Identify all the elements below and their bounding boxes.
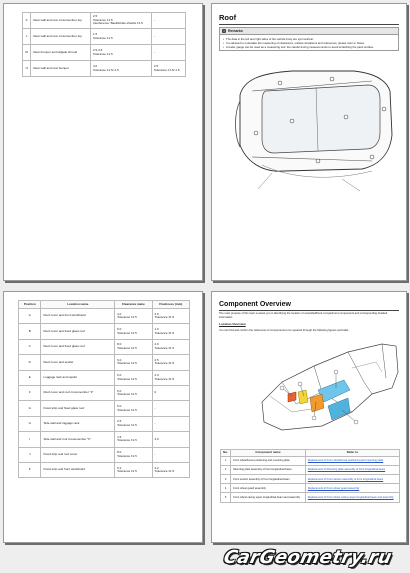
clearance-table-continued — [22, 12, 186, 77]
number-cell: 2 — [221, 465, 231, 474]
clearance-cell: 6.0 Tolerance ±1.5 — [115, 370, 152, 385]
location-cell: Roof cover and spoiler — [41, 355, 115, 370]
location-cell: Fixed strip and fixed glass roof — [41, 401, 115, 416]
table-row — [19, 309, 190, 324]
clearance-cell: 1.5 Tolerance ±1.5 — [115, 432, 152, 447]
watermark-logo: CarGeometry.ru — [222, 547, 395, 568]
front-frame-diagram — [252, 332, 400, 434]
table-row — [19, 401, 190, 416]
flushness-cell: 2.2 Tolerance ±1.5 — [152, 462, 189, 477]
location-cell: Rear wall and rear crossmember top — [31, 13, 91, 29]
flushness-cell: 0 — [152, 385, 189, 400]
table-row — [23, 45, 186, 61]
clearance-cell: 8.0 Tolerance ±1.5 — [115, 447, 152, 462]
flushness-cell: 4.0 — [152, 432, 189, 447]
intro-text: The main purpose of this topic is assist you in identifying the location of unwelded/fixed compartment components and corresponding detailed information. — [219, 312, 388, 319]
remark-item: • The data in the left and right sides of the vehicle body are symmetrical. — [223, 37, 395, 41]
clearance-cell: 8.0 Tolerance ±1.5 — [115, 339, 152, 354]
column-header: No. — [221, 450, 231, 457]
column-header: Flushness (mm) — [152, 301, 189, 309]
location-cell: Fixed strip and front windshield — [41, 462, 115, 477]
clearance-cell: 4.0 Tolerance ±1.5 — [115, 309, 152, 324]
clearance-cell: 1.5 Tolerance ±1.5 — [90, 29, 151, 45]
location-cell: Rear bumper and tailgate shroud — [31, 45, 91, 61]
clearance-cell: 2.5 Tolerance ±1.5 — [115, 416, 152, 431]
title-rule — [219, 310, 399, 311]
column-header: Refer to — [305, 450, 399, 457]
remarks-list — [220, 35, 398, 50]
refer-to-link[interactable]: Replacement of Front wheel casing upper longitudinal beam and assembly — [305, 493, 399, 502]
info-icon: i — [223, 29, 225, 33]
number-cell: 3 — [221, 474, 231, 483]
flushness-cell: 2.5 Tolerance ±1.5/-1.5 — [151, 61, 185, 77]
flushness-cell: 1.0 Tolerance ±1.5 — [152, 324, 189, 339]
clearance-cell: 6.0 Tolerance ±1.5 — [115, 385, 152, 400]
table-row — [19, 355, 190, 370]
location-cell: Side wall and roof crossmember "F" — [41, 432, 115, 447]
table-header-row — [19, 301, 190, 309]
position-cell: C — [19, 339, 41, 354]
table-row — [19, 462, 190, 477]
table-row — [19, 324, 190, 339]
position-cell: E — [19, 370, 41, 385]
table-row — [19, 370, 190, 385]
clearance-cell: 6.0 Tolerance ±1.5 — [115, 401, 152, 416]
location-cell: Rear wall and rear bumper — [31, 61, 91, 77]
table-row — [23, 29, 186, 45]
clearance-cell: 6.2 Tolerance ±1.5 — [115, 462, 152, 477]
remark-item: • It is advised to undertake the measuring of clearances, surface deviations and references, please refer to Notes. — [223, 41, 395, 45]
document-page-roof — [211, 3, 407, 281]
table-row — [23, 13, 186, 29]
refer-to-link[interactable]: Replacement of Front section assembly of front longitudinal beam — [305, 474, 399, 483]
roof-clearance-table — [18, 300, 190, 478]
clearance-cell: 6.0 Tolerance ±1.5 — [115, 355, 152, 370]
table-row — [19, 447, 190, 462]
clearance-cell: 4.0 Tolerance ±1.5/-1.5 — [90, 61, 151, 77]
position-cell: G — [19, 401, 41, 416]
position-cell: D — [19, 355, 41, 370]
position-cell: N — [23, 61, 31, 77]
document-page-component-overview — [211, 291, 407, 543]
remark-item: • A feeler gauge can be used as a measuring tool; the careful during measurements to avoid scratching the paint surface. — [223, 45, 395, 49]
position-cell: K — [19, 462, 41, 477]
position-cell: H — [19, 416, 41, 431]
table-row — [23, 61, 186, 77]
component-table — [220, 449, 400, 503]
column-header: Component name — [231, 450, 306, 457]
component-name-cell: Mounting plate assembly of front longitudinal beam — [231, 465, 306, 474]
page-title: Roof — [219, 13, 237, 22]
position-cell: F — [19, 385, 41, 400]
flushness-cell: - — [152, 416, 189, 431]
refer-to-link[interactable]: Replacement of Mounting plate assembly of front longitudinal beam — [305, 465, 399, 474]
number-cell: 1 — [221, 456, 231, 465]
location-cell: Luggage rack and spoiler — [41, 370, 115, 385]
location-text: You can find and confirm the references of components to be repaired through the following figures and table. — [219, 329, 350, 332]
flushness-cell: 2.5 Tolerance ±1.5 — [152, 355, 189, 370]
table-row — [19, 385, 190, 400]
component-name-cell: Front wheel guard assembly — [231, 484, 306, 493]
component-name-cell: Front section assembly of front longitudinal beam — [231, 474, 306, 483]
remarks-box — [219, 27, 399, 51]
component-name-cell: Front wheelhouse positioning and mounting plate — [231, 456, 306, 465]
table-row — [221, 465, 400, 474]
table-row — [19, 432, 190, 447]
remarks-header — [220, 28, 398, 35]
column-header: Clearance name — [115, 301, 152, 309]
refer-to-link[interactable]: Replacement of Front wheelhouse positioning and mounting plate — [305, 456, 399, 465]
clearance-cell: 6.0 Tolerance ±1.5 — [115, 324, 152, 339]
refer-to-link[interactable]: Replacement of Front wheel guard assembly — [305, 484, 399, 493]
flushness-cell: - — [151, 29, 185, 45]
flushness-cell: 2.0 Tolerance ±1.5 — [152, 309, 189, 324]
flushness-cell: 2.0 Tolerance ±1.5 — [152, 339, 189, 354]
column-header: Position — [19, 301, 41, 309]
table-row — [19, 339, 190, 354]
flushness-cell: - — [151, 13, 185, 29]
clearance-cell: 2.5-4.5 Tolerance ±1.5 — [90, 45, 151, 61]
location-cell: Roof cover and roof crossmember "F" — [41, 385, 115, 400]
document-page-1 — [3, 3, 203, 281]
table-row — [221, 493, 400, 502]
location-cell: Roof cover and front windshield — [41, 309, 115, 324]
table-header-row — [221, 450, 400, 457]
remarks-label: Remarks — [228, 29, 243, 33]
column-header: Location name — [41, 301, 115, 309]
number-cell: 5 — [221, 493, 231, 502]
table-row — [221, 484, 400, 493]
flushness-cell: - — [151, 45, 185, 61]
roof-top-view-diagram — [222, 61, 398, 193]
location-cell: Side wall and luggage rack — [41, 416, 115, 431]
position-cell: B — [19, 324, 41, 339]
number-cell: 4 — [221, 484, 231, 493]
position-cell: J — [19, 447, 41, 462]
table-row — [221, 456, 400, 465]
flushness-cell: - — [152, 447, 189, 462]
position-cell: L — [23, 29, 31, 45]
location-heading: Location Overview — [219, 322, 246, 326]
location-cell: Roof cover and fixed glass roof — [41, 324, 115, 339]
flushness-cell: - — [152, 401, 189, 416]
position-cell: K — [23, 13, 31, 29]
position-cell: M — [23, 45, 31, 61]
location-cell: Roof cover and fixed glass roof — [41, 339, 115, 354]
document-page-roof-table — [3, 291, 203, 543]
location-cell: Fixed strip and roof cover — [41, 447, 115, 462]
position-cell: I — [19, 432, 41, 447]
page-title: Component Overview — [219, 301, 291, 308]
table-row — [221, 474, 400, 483]
position-cell: A — [19, 309, 41, 324]
table-row — [19, 416, 190, 431]
flushness-cell: 2.0 Tolerance ±1.5 — [152, 370, 189, 385]
location-cell: Rear wall and rear crossmember top — [31, 29, 91, 45]
clearance-cell: 2.5 Tolerance ±1.5 Interference: Backlit/side shields ±1.5 — [90, 13, 151, 29]
component-name-cell: Front wheel casing upper longitudinal beam and assembly — [231, 493, 306, 502]
title-rule — [219, 24, 399, 25]
